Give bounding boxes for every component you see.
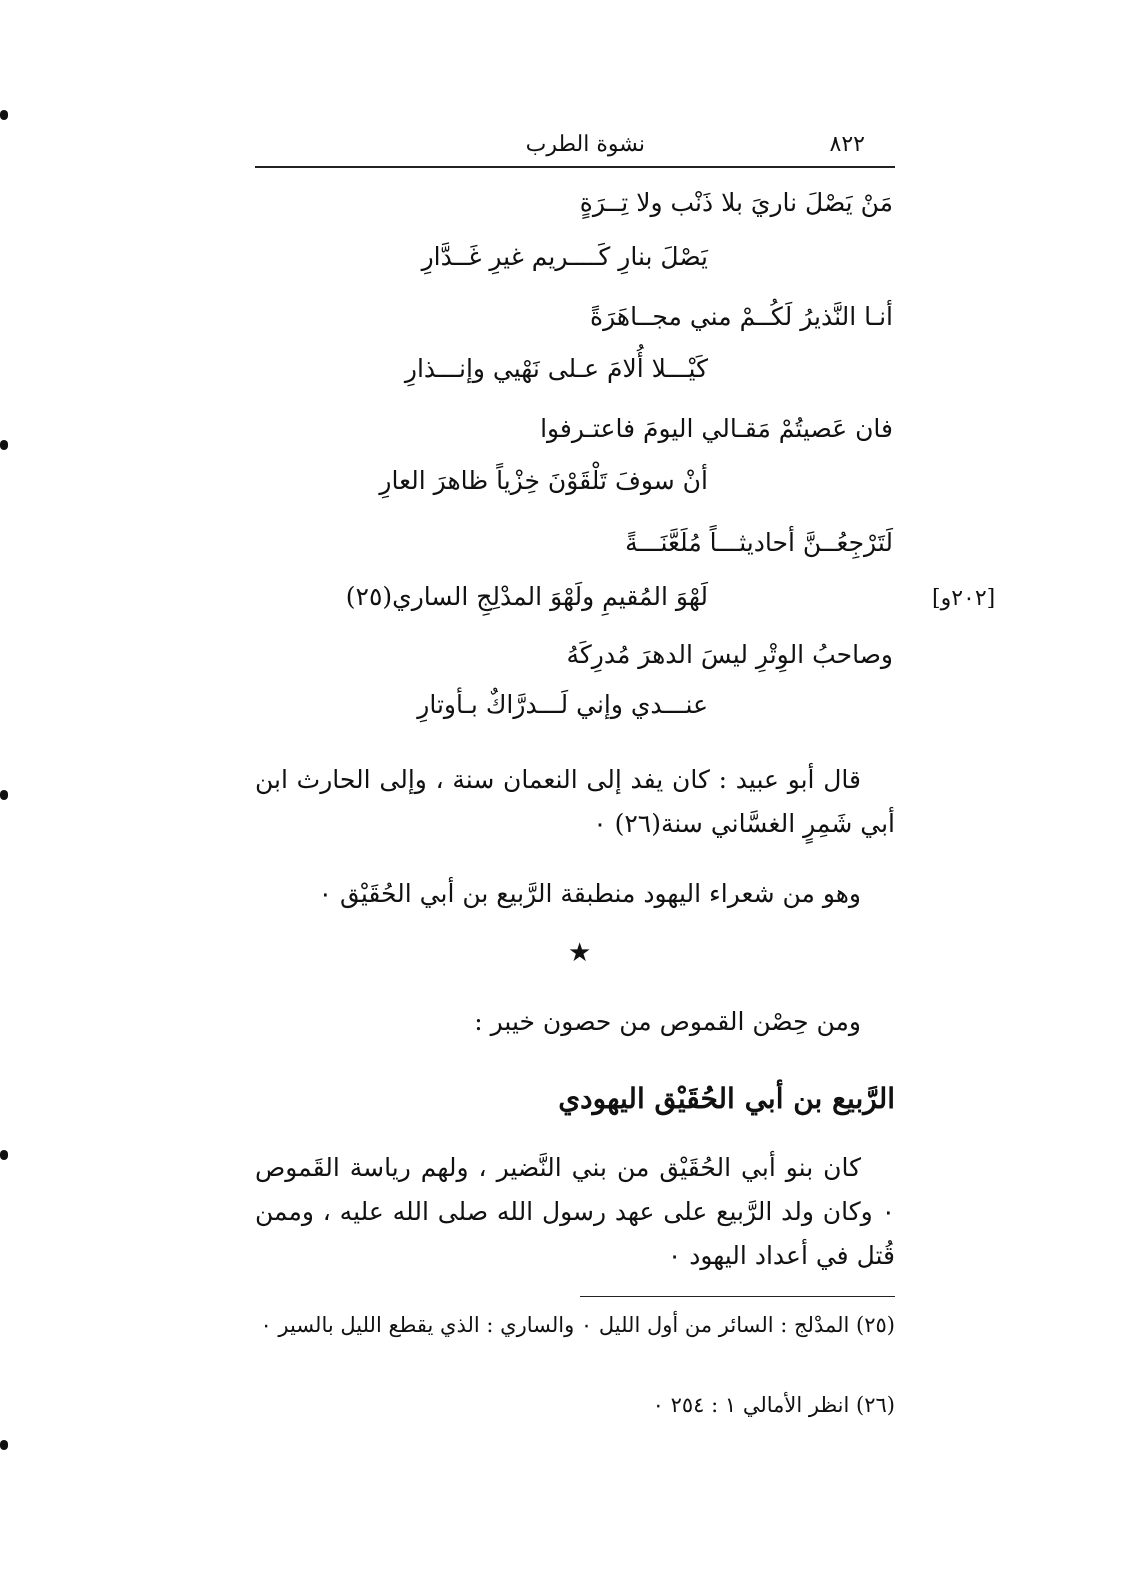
page-number: ٨٢٢	[829, 132, 865, 157]
paragraph-abu-ubayd-text: قال أبو عبيد : كان يفد إلى النعمان سنة ، وإلى الحارث ابن أبي شَمِرٍ الغسَّاني سنة(٢٦) ٠	[255, 765, 895, 838]
scan-edge-mark	[0, 1440, 8, 1450]
paragraph-banu-huqayq	[255, 1146, 895, 1278]
paragraph-banu-huqayq-text: كان بنو أبي الحُقَيْق من بني النَّضير ، ولهم رياسة القَموص ٠ وكان ولد الرَّبيع على عهد رسول الله صلى الله عليه ، وممن قُتل في أعداد اليهود ٠	[255, 1153, 895, 1270]
paragraph-abu-ubayd	[255, 758, 895, 846]
poem-line-3-second-hemistich: أنْ سوفَ تَلْقَوْنَ خِزْياً ظاهرَ العارِ	[379, 466, 708, 495]
section-separator-star: ★	[568, 938, 592, 968]
paragraph-poets-class	[255, 872, 895, 916]
poem-line-5-first-hemistich: وصاحبُ الوِتْرِ ليسَ الدهرَ مُدرِكَهُ	[566, 640, 893, 669]
footnote-26: (٢٦) انظر الأمالي ١ : ٢٥٤ ٠	[652, 1393, 895, 1417]
poem-line-2-second-hemistich: كَيْـــلا أُلامَ عـلى نَهْيي وإنـــذارِ	[404, 354, 708, 383]
poem-line-1-second-hemistich: يَصْلَ بنارِ كَــــريم غيرِ غَــدَّارِ	[421, 242, 708, 271]
footnote-25: (٢٥) المدْلج : السائر من أول الليل ٠ والساري : الذي يقطع الليل بالسير ٠	[260, 1313, 895, 1337]
poem-line-2-first-hemistich: أنـا النَّذيرُ لَكُــمْ مني مجــاهَرَةً	[590, 302, 893, 331]
footnote-divider	[580, 1296, 895, 1297]
poem-line-3-first-hemistich: فان عَصيتُمْ مَقـالي اليومَ فاعتـرفوا	[540, 414, 893, 443]
running-header	[255, 130, 895, 168]
paragraph-qamus-fort	[255, 1000, 895, 1044]
scan-edge-mark	[0, 1150, 8, 1160]
paragraph-poets-class-text: وهو من شعراء اليهود منطبقة الرَّبيع بن أبي الحُقَيْق ٠	[318, 879, 861, 908]
scan-edge-mark	[0, 110, 8, 120]
section-heading: الرَّبيع بن أبي الحُقَيْق اليهودي	[558, 1082, 895, 1115]
poem-line-4-first-hemistich: لَتَرْجِعُــنَّ أحاديثـــاً مُلَعَّنَـــةً	[625, 528, 893, 557]
folio-margin-note: [٢٠٢و]	[932, 586, 996, 611]
poem-line-5-second-hemistich: عنـــدي وإني لَـــدرَّاكٌ بـأوتارِ	[417, 690, 708, 719]
poem-line-4-second-hemistich: لَهْوَ المُقيمِ ولَهْوَ المدْلِجِ الساري(٢٥)	[345, 582, 708, 611]
scan-edge-mark	[0, 440, 8, 450]
poem-line-1-first-hemistich: مَنْ يَصْلَ ناريَ بلا ذَنْب ولا تِــرَةٍ	[579, 188, 893, 217]
book-title: نشوة الطرب	[525, 132, 645, 157]
paragraph-qamus-fort-text: ومن حِصْن القموص من حصون خيبر :	[474, 1007, 861, 1036]
scan-edge-mark	[0, 790, 8, 800]
